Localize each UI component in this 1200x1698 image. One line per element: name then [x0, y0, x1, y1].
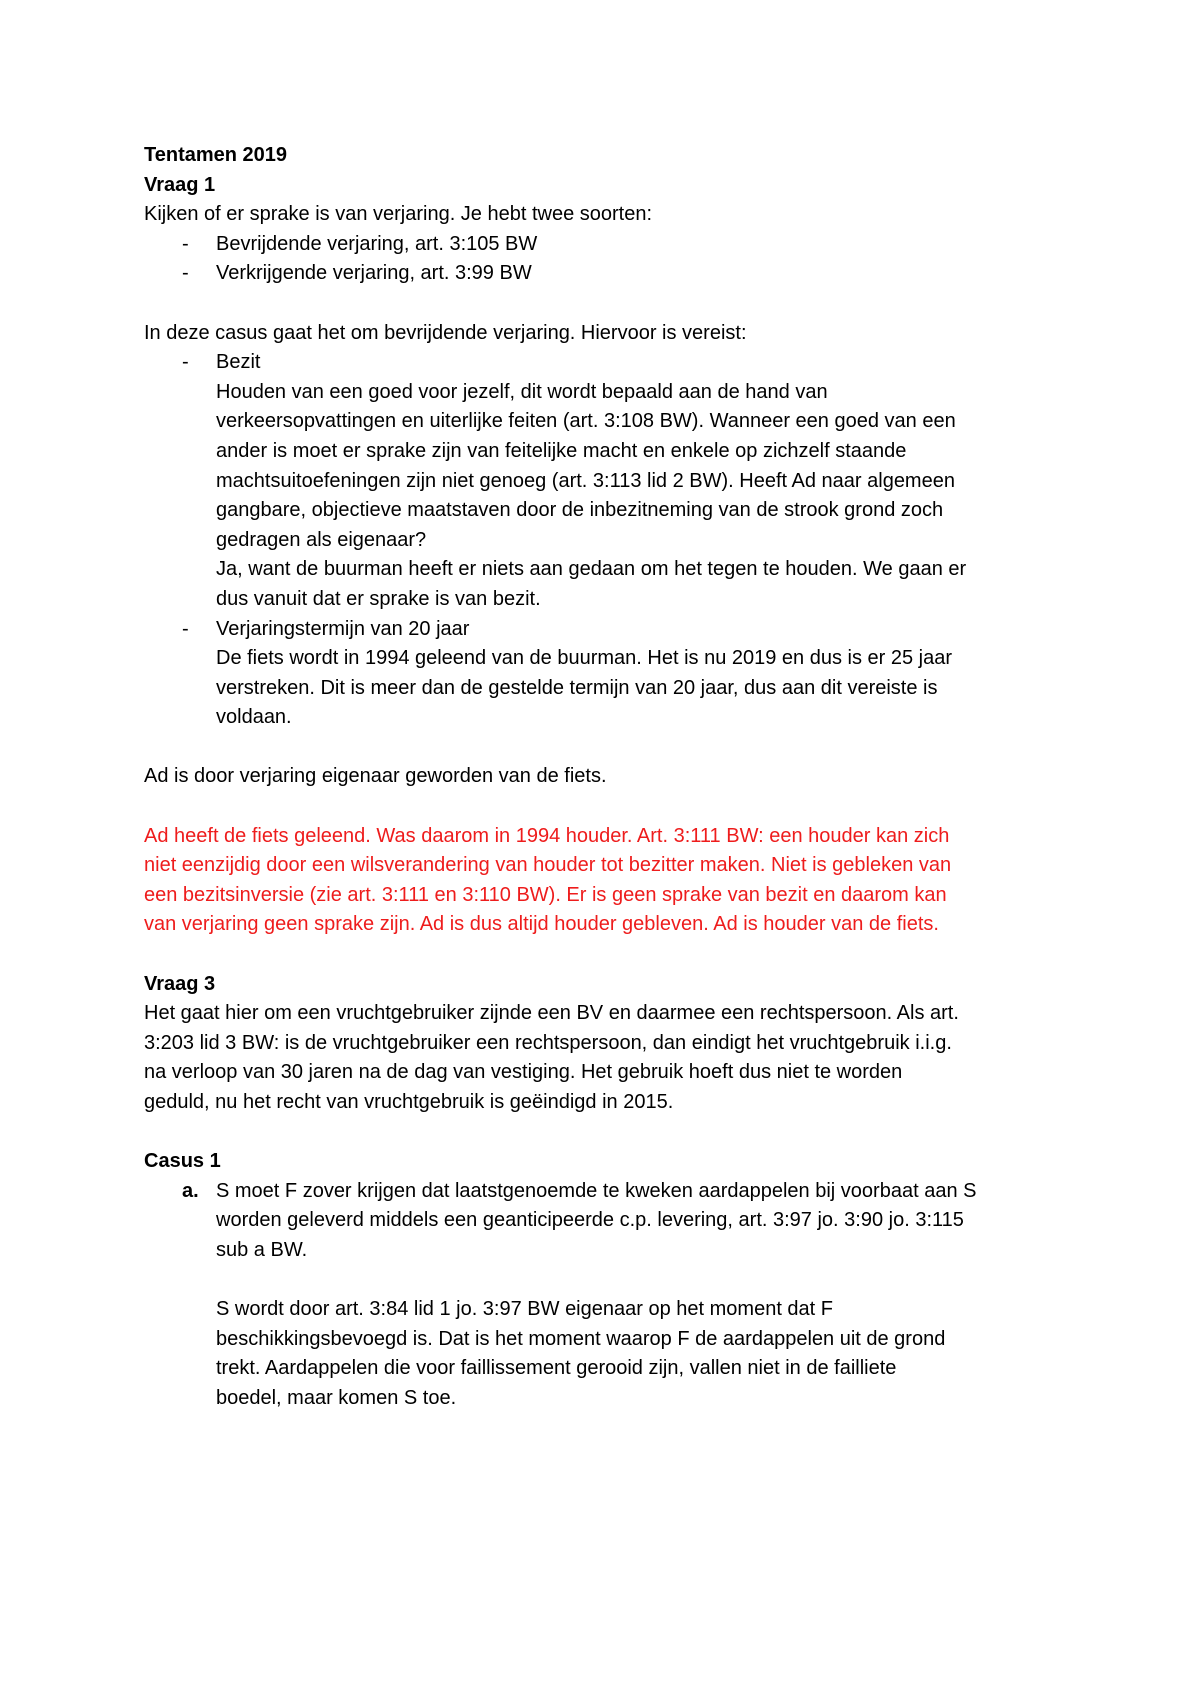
correction-line: niet eenzijdig door een wilsverandering van houder tot bezitter maken. Niet is gebleken van: [144, 854, 952, 877]
requirement-text-line: De fiets wordt in 1994 geleend van de buurman. Het is nu 2019 en dus is er 25 jaar: [216, 647, 953, 670]
list-item: [144, 259, 1064, 289]
casus1-text-line: S wordt door art. 3:84 lid 1 jo. 3:97 BW eigenaar op het moment dat F: [216, 1298, 834, 1321]
requirement-label: Verjaringstermijn van 20 jaar: [216, 617, 470, 640]
casus1-text-line: boedel, maar komen S toe.: [216, 1386, 457, 1409]
casus1-heading: Casus 1: [144, 1150, 221, 1173]
requirement-text-line: ander is moet er sprake zijn van feitelijke macht en enkele op zichzelf staande: [216, 439, 907, 462]
requirement-text-line: verkeersopvattingen en uiterlijke feiten (art. 3:108 BW). Wanneer een goed van een: [216, 410, 956, 433]
casus1-text-line: S moet F zover krijgen dat laatstgenoemde te kweken aardappelen bij voorbaat aan S: [216, 1179, 977, 1202]
casus-intro: In deze casus gaat het om bevrijdende verjaring. Hiervoor is vereist:: [144, 321, 747, 344]
casus1-text-line: sub a BW.: [216, 1238, 308, 1261]
requirement-text-line: verstreken. Dit is meer dan de gestelde termijn van 20 jaar, dus aan dit vereiste is: [216, 676, 938, 699]
requirement-item: [144, 615, 1064, 645]
paragraph-gap: [144, 792, 1064, 822]
requirement-text-line: voldaan.: [216, 706, 292, 729]
vraag3-text-line: 3:203 lid 3 BW: is de vruchtgebruiker een rechtspersoon, dan eindigt het vruchtgebruik i.i.g.: [144, 1031, 952, 1054]
list-item: [144, 230, 1064, 260]
list-item-text: Verkrijgende verjaring, art. 3:99 BW: [216, 262, 532, 285]
paragraph-gap: [144, 733, 1064, 763]
vraag1-conclusion: Ad is door verjaring eigenaar geworden van de fiets.: [144, 765, 607, 788]
list-dash: -: [182, 232, 189, 255]
paragraph-gap: [144, 1118, 1064, 1148]
casus1-text-line: beschikkingsbevoegd is. Dat is het moment waarop F de aardappelen uit de grond: [216, 1327, 946, 1350]
requirement-item: [144, 348, 1064, 378]
document-page: [144, 141, 1064, 1414]
casus1-item-a: [144, 1177, 1064, 1207]
casus1-text-line: worden geleverd middels een geanticipeerde c.p. levering, art. 3:97 jo. 3:90 jo. 3:115: [216, 1209, 964, 1232]
correction-line: een bezitsinversie (zie art. 3:111 en 3:110 BW). Er is geen sprake van bezit en daarom kan: [144, 883, 947, 906]
vraag3-text-line: Het gaat hier om een vruchtgebruiker zijnde een BV en daarmee een rechtspersoon. Als art.: [144, 1002, 959, 1025]
vraag1-heading: Vraag 1: [144, 173, 216, 196]
list-dash: -: [182, 262, 189, 285]
vraag1-intro: Kijken of er sprake is van verjaring. Je hebt twee soorten:: [144, 203, 653, 226]
vraag3-heading: Vraag 3: [144, 972, 216, 995]
requirement-text-line: gedragen als eigenaar?: [216, 528, 427, 551]
paragraph-gap: [144, 1266, 1064, 1296]
vraag3-text-line: geduld, nu het recht van vruchtgebruik is geëindigd in 2015.: [144, 1091, 674, 1113]
item-letter: a.: [182, 1179, 199, 1202]
vraag3-text-line: na verloop van 30 jaren na de dag van vestiging. Het gebruik hoeft dus niet te worden: [144, 1061, 903, 1084]
casus1-text-line: trekt. Aardappelen die voor faillissement gerooid zijn, vallen niet in de failliete: [216, 1357, 897, 1380]
list-dash: -: [182, 617, 189, 640]
requirement-text-line: dus vanuit dat er sprake is van bezit.: [216, 587, 541, 610]
paragraph-gap: [144, 940, 1064, 970]
requirement-text-line: machtsuitoefeningen zijn niet genoeg (art. 3:113 lid 2 BW). Heeft Ad naar algemeen: [216, 469, 955, 492]
requirement-text-line: gangbare, objectieve maatstaven door de inbezitneming van de strook grond zoch: [216, 499, 944, 522]
paragraph-gap: [144, 289, 1064, 319]
requirement-label: Bezit: [216, 351, 261, 374]
list-item-text: Bevrijdende verjaring, art. 3:105 BW: [216, 232, 538, 255]
document-title: Tentamen 2019: [144, 144, 288, 166]
list-dash: -: [182, 351, 189, 374]
requirement-text-line: Ja, want de buurman heeft er niets aan gedaan om het tegen te houden. We gaan er: [216, 558, 967, 581]
requirement-text-line: Houden van een goed voor jezelf, dit wordt bepaald aan de hand van: [216, 380, 828, 403]
correction-line: van verjaring geen sprake zijn. Ad is dus altijd houder gebleven. Ad is houder van de fiets.: [144, 913, 939, 936]
correction-line: Ad heeft de fiets geleend. Was daarom in 1994 houder. Art. 3:111 BW: een houder kan zich: [144, 824, 950, 847]
